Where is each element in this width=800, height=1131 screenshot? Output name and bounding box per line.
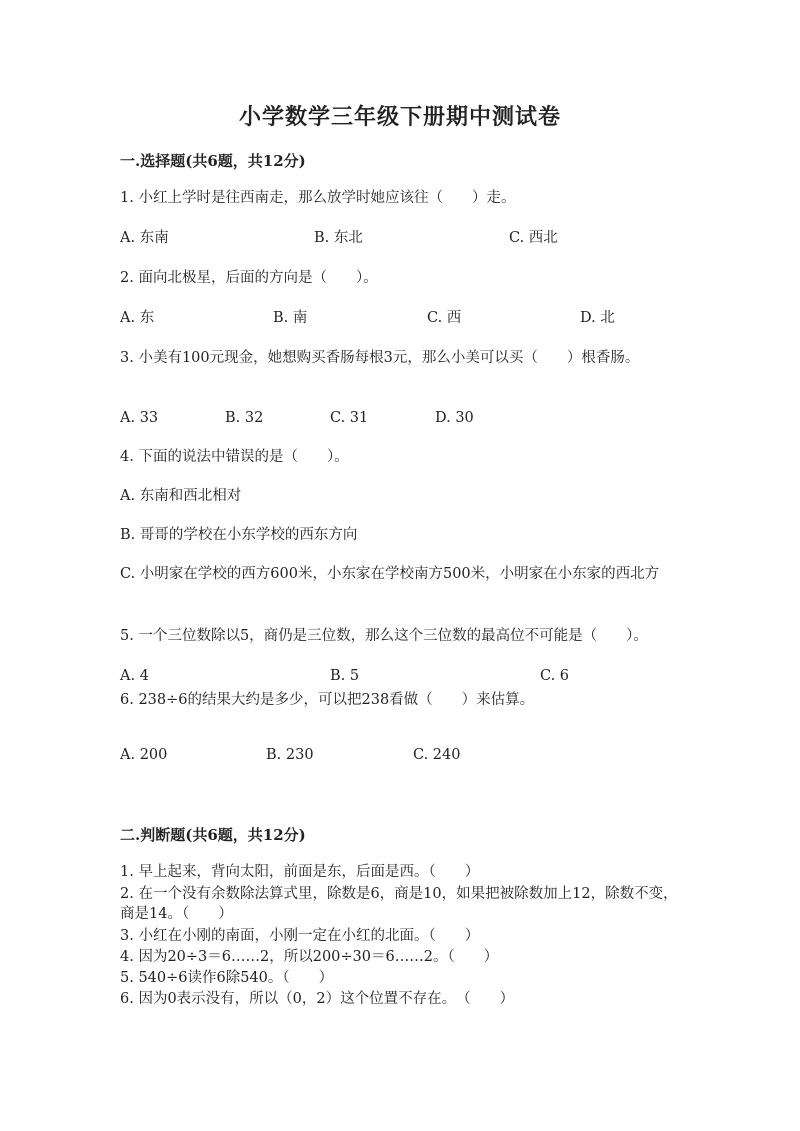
section-heading: 二.判断题(共6题，共12分) — [120, 826, 306, 844]
option: A. 33 — [120, 410, 159, 426]
option: A. 200 — [120, 747, 168, 763]
option: C. 小明家在学校的西方600米，小东家在学校南方500米，小明家在小东家的西北方 — [120, 566, 660, 582]
option: C. 240 — [413, 747, 461, 763]
option: C. 31 — [330, 410, 369, 426]
judgment-item: 4. 因为20÷3＝6……2，所以200÷30＝6……2。（ ） — [120, 949, 499, 965]
option: C. 西 — [427, 310, 462, 326]
option: B. 东北 — [314, 230, 363, 246]
question-stem: 1. 小红上学时是往西南走，那么放学时她应该往（ ）走。 — [120, 190, 516, 206]
judgment-item: 6. 因为0表示没有，所以（0，2）这个位置不存在。 （ ） — [120, 991, 515, 1007]
judgment-item: 5. 540÷6读作6除540。（ ） — [120, 970, 334, 986]
option: A. 东 — [120, 310, 155, 326]
question-stem: 2. 面向北极星，后面的方向是（ ）。 — [120, 270, 378, 286]
option: B. 5 — [330, 668, 360, 684]
option: D. 30 — [435, 410, 474, 426]
question-stem: 4. 下面的说法中错误的是（ ）。 — [120, 449, 349, 465]
option: C. 西北 — [509, 230, 558, 246]
section-heading: 一.选择题(共6题，共12分) — [120, 152, 306, 170]
question-stem: 3. 小美有100元现金，她想购买香肠每根3元，那么小美可以买（ ）根香肠。 — [120, 350, 640, 366]
option: B. 32 — [225, 410, 264, 426]
question-stem: 5. 一个三位数除以5，商仍是三位数，那么这个三位数的最高位不可能是（ ）。 — [120, 628, 648, 644]
page-title: 小学数学三年级下册期中测试卷 — [238, 104, 561, 130]
option: B. 230 — [266, 747, 314, 763]
option: D. 北 — [580, 310, 615, 326]
option: A. 东南 — [120, 230, 169, 246]
option: A. 4 — [120, 668, 149, 684]
judgment-item: 2. 在一个没有余数除法算式里，除数是6，商是10，如果把被除数加上12，除数不变，商是14。（ ） — [120, 886, 678, 922]
judgment-item: 1. 早上起来，背向太阳，前面是东，后面是西。（ ） — [120, 864, 480, 880]
option: B. 哥哥的学校在小东学校的西东方向 — [120, 527, 358, 543]
option: A. 东南和西北相对 — [120, 488, 242, 504]
option: C. 6 — [540, 668, 570, 684]
question-stem: 6. 238÷6的结果大约是多少，可以把238看做（ ）来估算。 — [120, 692, 535, 708]
judgment-item: 3. 小红在小刚的南面，小刚一定在小红的北面。（ ） — [120, 928, 480, 944]
option: B. 南 — [273, 310, 308, 326]
